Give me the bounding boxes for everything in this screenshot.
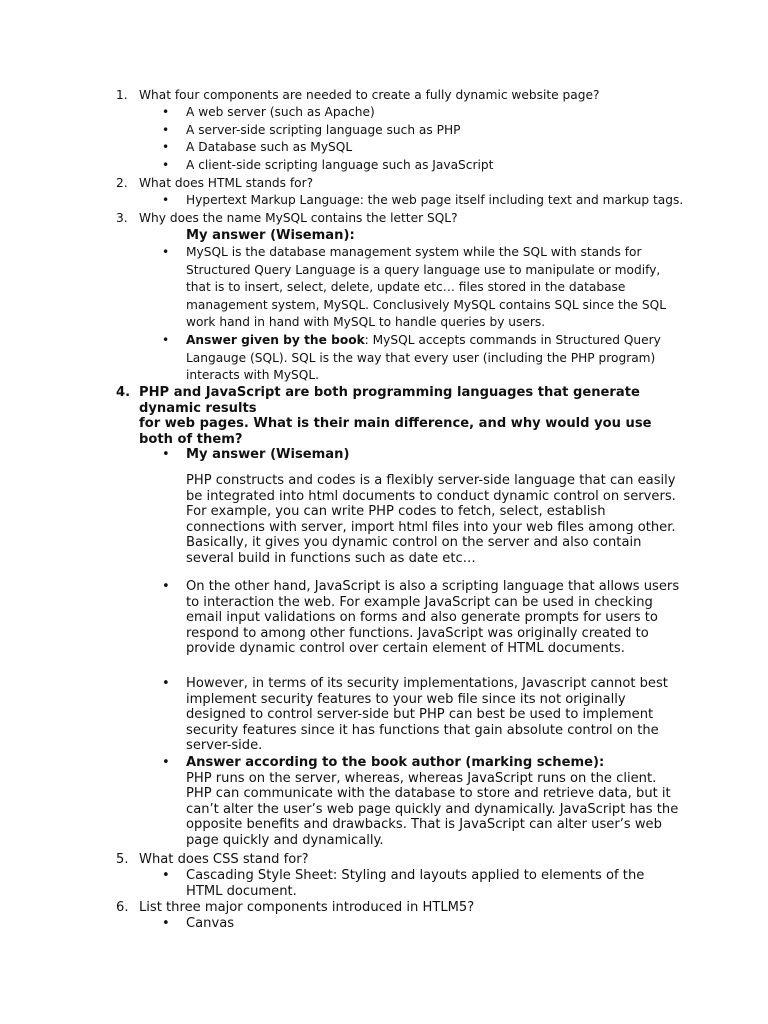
q4-paragraph-3: However, in terms of its security implementations, Javascript cannot best implement security features to your web file since its not originally designed to control server-side but PHP can best be used to implement security features since it has functions that gain absolute control on the server-side. bbox=[186, 676, 668, 754]
bullet: • bbox=[162, 245, 170, 259]
q1-number: 1. bbox=[116, 88, 128, 102]
q5-number: 5. bbox=[116, 852, 129, 867]
q5-text: What does CSS stand for? bbox=[139, 852, 309, 867]
q1-bullet-3: A Database such as MySQL bbox=[186, 140, 353, 154]
bullet: • bbox=[162, 193, 170, 207]
q4-line-2: dynamic results bbox=[139, 400, 257, 416]
q5-answer: Cascading Style Sheet: Styling and layouts applied to elements of the HTML document. bbox=[186, 868, 645, 899]
q3-text: Why does the name MySQL contains the letter SQL? bbox=[139, 211, 458, 225]
bullet: • bbox=[162, 158, 170, 172]
bullet: • bbox=[162, 868, 170, 883]
q3-my-answer-label: My answer (Wiseman): bbox=[186, 228, 355, 243]
q4-text bbox=[139, 385, 699, 447]
bullet: • bbox=[162, 447, 170, 462]
bullet: • bbox=[162, 123, 170, 137]
q4-paragraph-2: On the other hand, JavaScript is also a scripting language that allows users to interaction the web. For example JavaScript can be used in checking email input validations on forms and also generate prompts for users to respond to among other functions. JavaScript was originally created to provide dynamic control over certain element of HTML documents. bbox=[186, 579, 680, 657]
q2-number: 2. bbox=[116, 176, 128, 190]
q2-bullet-1: Hypertext Markup Language: the web page itself including text and markup tags. bbox=[186, 193, 684, 207]
q3-book-answer bbox=[186, 332, 682, 385]
q4-line-1: PHP and JavaScript are both programming languages that generate bbox=[139, 385, 640, 400]
q4-line-3: for web pages. What is their main difference, and why would you use bbox=[139, 416, 652, 432]
q4-book-answer bbox=[186, 755, 682, 849]
q6-bullet-1: Canvas bbox=[186, 916, 235, 931]
bullet: • bbox=[162, 105, 170, 119]
q6-number: 6. bbox=[116, 900, 129, 915]
bullet: • bbox=[162, 916, 170, 931]
bullet: • bbox=[162, 676, 170, 691]
bullet: • bbox=[162, 140, 170, 154]
q4-line-4: both of them? bbox=[139, 431, 243, 447]
q3-book-answer-text: : MySQL accepts commands in Structured Query Langauge (SQL). SQL is the way that every user (including the PHP program) interacts with MySQL. bbox=[186, 333, 661, 383]
q1-bullet-2: A server-side scripting language such as PHP bbox=[186, 123, 461, 137]
q3-number: 3. bbox=[116, 211, 128, 225]
bullet: • bbox=[162, 755, 170, 770]
q3-my-answer: MySQL is the database management system while the SQL with stands for Structured Query Language is a query language use to manipulate or modify, that is to insert, select, delete, update etc… files stored in the database management system, MySQL. Conclusively MySQL contains SQL since the SQL work hand in hand with MySQL to handle queries by users. bbox=[186, 245, 667, 330]
q1-bullet-4: A client-side scripting language such as JavaScript bbox=[186, 158, 494, 172]
bullet: • bbox=[162, 579, 170, 594]
q4-book-answer-text: PHP runs on the server, whereas, whereas JavaScript runs on the client. PHP can communicate with the database to store and retrieve data, but it can’t alter the user’s web page quickly and dynamically. JavaScript has the opposite benefits and drawbacks. That is JavaScript can alter user’s web page quickly and dynamically. bbox=[186, 770, 679, 848]
q3-book-answer-label: Answer given by the book bbox=[186, 333, 365, 347]
q4-my-answer-label: My answer (Wiseman) bbox=[186, 447, 350, 462]
bullet: • bbox=[162, 333, 170, 347]
q4-book-answer-label: Answer according to the book author (marking scheme): bbox=[186, 755, 605, 770]
q4-number: 4. bbox=[116, 385, 131, 400]
q1-text: What four components are needed to create a fully dynamic website page? bbox=[139, 88, 600, 102]
q2-text: What does HTML stands for? bbox=[139, 176, 314, 190]
q1-bullet-1: A web server (such as Apache) bbox=[186, 105, 375, 119]
q6-text: List three major components introduced in HTLM5? bbox=[139, 900, 475, 915]
q4-paragraph-1: PHP constructs and codes is a flexibly server-side language that can easily be integrated into html documents to conduct dynamic control on servers. For example, you can write PHP codes to fetch, select, establish connections with server, import html files into your web files among other. Basically, it gives you dynamic control on the server and also contain several build in functions such as date etc… bbox=[186, 473, 676, 566]
